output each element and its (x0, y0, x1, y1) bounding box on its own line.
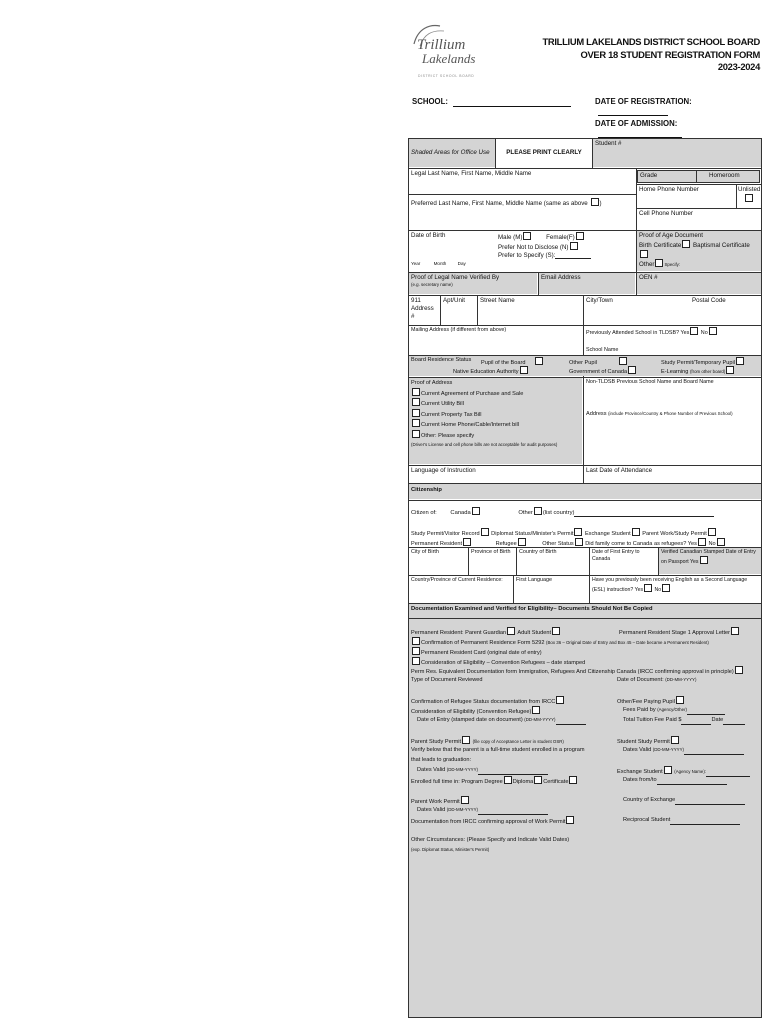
dob-label: Date of Birth (411, 232, 446, 239)
legal-name-field[interactable] (409, 169, 635, 192)
tuition-date-label: Date (711, 717, 724, 723)
civic-address-label: 911 Address # (411, 297, 434, 320)
verified-stamp-label: Verified Canadian Stamped Date of Entry on Passport (661, 549, 756, 565)
oen-label: OEN # (639, 274, 658, 281)
logo-text-lakelands: Lakelands (422, 51, 476, 66)
exchange-label: Exchange Student (584, 531, 631, 537)
elearning-note: (from other board) (689, 369, 726, 374)
exchange-student-label: Exchange Student (617, 769, 663, 775)
school-field (412, 97, 571, 107)
female-checkbox[interactable] (576, 232, 584, 240)
grade-label: Grade (640, 172, 658, 179)
proof-utility-label: Current Utility Bill (421, 401, 464, 408)
legal-verified-label: Proof of Legal Name Verified By (411, 274, 500, 281)
pr-card-label: Permanent Resident Card (original date of entry) (421, 650, 542, 656)
esl-label: Have you previously been receiving English as a Second Language (ESL) instruction? (592, 577, 748, 593)
conf-refugee-label: Confirmation of Refugee Status documentation from IRCC (411, 699, 556, 705)
proof-age-label: Proof of Age Document (639, 232, 703, 239)
non-tldsb-label: Non-TLDSB Previous School Name and Board Name (586, 379, 714, 385)
other-specify-label: Specify: (664, 262, 681, 268)
not-disclose-label: Prefer Not to Disclose (N) (498, 243, 569, 251)
leads-grad-label: that leads to graduation: (411, 757, 472, 763)
preferred-name-label: Preferred Last Name, First Name, Middle Name (same as above (411, 200, 588, 207)
residence-label: Board Residence Status (411, 357, 472, 363)
gov-canada-label: Government of Canada (569, 369, 628, 375)
dates-from-to-label: Dates from/to (623, 777, 657, 783)
parent-study-label: Parent Study Permit (411, 739, 462, 745)
student-number-label: Student # (595, 140, 622, 147)
refugee-label: Refugee (495, 541, 517, 547)
city-label: City/Town (586, 297, 613, 304)
conf-refugee-checkbox[interactable] (556, 696, 564, 704)
elearning-label: E-Learning (661, 369, 689, 375)
other-proof-checkbox[interactable] (655, 259, 663, 267)
other-country-label: Other (518, 510, 533, 516)
enrolled-label: Enrolled full time in: Program Degree (411, 779, 503, 785)
gov-canada-checkbox[interactable] (628, 366, 636, 374)
secretary-hint: (e.g. secretary name) (411, 281, 453, 287)
parent-work-checkbox[interactable] (461, 796, 469, 804)
registration-date-field (595, 97, 762, 116)
proof-phone-label: Current Home Phone/Cable/Internet bill (421, 422, 519, 429)
citizenship-heading-text: Citizenship (411, 487, 442, 493)
registration-date-label: DATE OF REGISTRATION: (595, 97, 692, 106)
home-phone-field[interactable] (637, 185, 737, 207)
first-language-label: First Language (516, 577, 552, 583)
esl-field (590, 576, 760, 602)
language-instruction-label: Language of Instruction (411, 467, 476, 474)
other-status-checkbox[interactable] (575, 538, 583, 546)
study-visitor-label: Study Permit/Visitor Record (411, 531, 480, 537)
pr-parent-label: Permanent Resident: Parent Guardian (411, 630, 507, 636)
country-birth-label: Country of Birth (519, 549, 557, 555)
study-visitor-checkbox[interactable] (481, 528, 489, 536)
student-dates-valid-input[interactable] (684, 748, 744, 755)
dob-day-label: Day (457, 261, 466, 266)
home-phone-label: Home Phone Number (639, 186, 699, 193)
parent-study-dates-input[interactable] (478, 768, 548, 775)
other-status-label: Other Status (542, 541, 574, 547)
permanent-label: Permanent Resident (411, 541, 462, 547)
dob-month-label: Month (433, 261, 447, 266)
perm-equiv-checkbox[interactable] (735, 666, 743, 674)
student-study-label: Student Study Permit (617, 739, 670, 745)
prov-birth-field[interactable] (469, 548, 515, 574)
reciprocal-label: Reciprocal Student (623, 817, 671, 823)
proof-agreement-checkbox[interactable] (412, 388, 420, 396)
registration-form (408, 20, 762, 1018)
esl-yes-label: Yes (634, 586, 644, 593)
student-dates-valid-label: Dates Valid (623, 747, 652, 753)
agency-other-label: (Agency/Other) (657, 707, 687, 712)
school-label: SCHOOL: (412, 97, 448, 106)
birth-cert-label: Birth Certificate (639, 241, 682, 249)
last-date-label: Last Date of Attendance (586, 467, 653, 474)
doc-ircc-work-checkbox[interactable] (566, 816, 574, 824)
registration-date-input[interactable] (598, 107, 668, 116)
student-number-cell[interactable] (593, 139, 761, 167)
mailing-address-label: Mailing Address (if different from above) (411, 327, 507, 333)
prev-attended-field (584, 326, 760, 354)
diplomat-checkbox[interactable] (574, 528, 582, 536)
parent-work-dates-input[interactable] (478, 808, 548, 815)
student-study-checkbox[interactable] (671, 736, 679, 744)
pr-parent-checkbox[interactable] (507, 627, 515, 635)
consideration-label: Consideration of Eligibility – Convention Refugees – date stamped (421, 660, 586, 666)
homeroom-label: Homeroom (709, 172, 740, 179)
civic-address-field[interactable] (409, 296, 439, 324)
street-label: Street Name (480, 297, 515, 304)
reciprocal-input[interactable] (670, 818, 740, 825)
title-form: OVER 18 STUDENT REGISTRATION FORM (580, 48, 760, 60)
proof-address-note: (Driver's License and cell phone bills are not acceptable for audit purposes) (411, 441, 558, 447)
list-country-label: (list country) (542, 510, 575, 516)
city-field[interactable] (584, 296, 688, 324)
elearning-checkbox[interactable] (726, 366, 734, 374)
total-tuition-label: Total Tuition Fee Paid $ (623, 717, 682, 723)
legal-verified-field[interactable] (409, 273, 537, 294)
other-fee-label: Other/Fee Paying Pupil (617, 699, 675, 705)
country-birth-field[interactable] (517, 548, 587, 574)
male-checkbox[interactable] (523, 232, 531, 240)
total-tuition-input[interactable] (681, 718, 711, 725)
family-refugee-no-label: No (708, 541, 716, 547)
title-board: TRILLIUM LAKELANDS DISTRICT SCHOOL BOARD (542, 36, 760, 47)
pr-stage1-checkbox[interactable] (731, 627, 739, 635)
preferred-name-field[interactable]: Preferred Last Name, First Name, Middle Name (same as above ) (411, 200, 602, 207)
proof-other-checkbox[interactable] (412, 430, 420, 438)
esl-no-checkbox[interactable] (662, 584, 670, 592)
title-year: 2023-2024 (717, 61, 760, 72)
diplomat-label: Diplomat Status/Minister's Permit (491, 531, 574, 537)
proof-tax-checkbox[interactable] (412, 409, 420, 417)
verify-parent-label: Verify below that the parent is a full-time student enrolled in a program (411, 747, 585, 753)
proof-tax-label: Current Property Tax Bill (421, 411, 482, 418)
adult-student-checkbox[interactable] (552, 627, 560, 635)
parent-work-dates-format: (DD-MM-YYYY) (446, 807, 478, 812)
proof-agreement-label: Current Agreement of Purchase and Sale (421, 390, 524, 397)
other-pupil-checkbox[interactable] (619, 357, 627, 365)
study-permit-res-label: Study Permit/Temporary Pupil (661, 360, 735, 366)
citizenship-heading (409, 484, 761, 499)
student-dates-valid-format: (DD-MM-YYYY) (652, 747, 684, 752)
street-field[interactable] (478, 296, 582, 324)
family-refugee-yes-checkbox[interactable] (698, 538, 706, 546)
dob-year-label: Year (411, 261, 421, 266)
proof-age-field (637, 231, 761, 271)
parent-study-checkbox[interactable] (462, 736, 470, 744)
diploma-checkbox[interactable] (534, 776, 542, 784)
cell-phone-label: Cell Phone Number (639, 210, 693, 217)
native-ed-checkbox[interactable] (520, 366, 528, 374)
tuition-date-input[interactable] (723, 718, 745, 725)
parent-work-label: Parent Work Permit (411, 799, 460, 805)
proof-address-label: Proof of Address (411, 380, 453, 386)
consideration-checkbox[interactable] (412, 657, 420, 665)
country-residence-field[interactable] (409, 576, 512, 602)
shaded-note: Shaded Areas for Office Use (411, 149, 490, 156)
verified-stamp-field (659, 548, 761, 574)
female-label: Female(F) (546, 234, 575, 241)
adult-student-label: Adult Student (517, 630, 551, 636)
city-birth-field[interactable] (409, 548, 467, 574)
eg-diplomat-note: (exp. Diplomat Status, Minister's Permit) (411, 847, 490, 852)
exchange-student-checkbox[interactable] (664, 766, 672, 774)
non-tldsb-field[interactable] (584, 378, 760, 408)
parent-work-dates-valid-label: Dates Valid (417, 807, 446, 813)
date-document-label: Date of Document: (617, 677, 664, 683)
logo-text-dsb: DISTRICT SCHOOL BOARD (418, 74, 475, 78)
date-entry-stamped-format: (DD-MM-YYYY) (524, 717, 556, 722)
not-disclose-checkbox[interactable] (570, 242, 578, 250)
fees-paid-input[interactable] (687, 708, 725, 715)
unlisted-checkbox[interactable] (745, 194, 753, 202)
oen-field[interactable] (637, 273, 761, 294)
prev-school-address-label: Address (586, 411, 607, 417)
docs-heading-text: Documentation Examined and Verified for Eligibility– Documents Should Not Be Copied (411, 606, 653, 612)
proof-phone-checkbox[interactable] (412, 419, 420, 427)
confirmation-label: Confirmation of Permanent Residence Form 5292 (421, 640, 545, 646)
perm-equiv-label: Perm Res. Equivalent Documentation form Immigration, Refugees And Citizenship Canada (IRCC confirming approval in principle) (411, 669, 734, 675)
language-instruction-field[interactable] (409, 466, 581, 482)
last-date-field[interactable] (584, 466, 760, 482)
fees-paid-label: Fees Paid by (623, 707, 656, 713)
city-birth-label: City of Birth (411, 549, 439, 555)
native-ed-label: Native Education Authority (453, 369, 519, 375)
study-permit-res-checkbox[interactable] (736, 357, 744, 365)
country-exchange-label: Country of Exchange (623, 797, 676, 803)
canada-checkbox[interactable] (472, 507, 480, 515)
agency-name-label: (Agency Name): (674, 769, 707, 774)
print-clearly-label: PLEASE PRINT CLEARLY (506, 149, 582, 156)
other-circ-label: Other Circumstances: (Please Specify and Indicate Valid Dates) (411, 837, 570, 843)
exchange-checkbox[interactable] (632, 528, 640, 536)
email-label: Email Address (541, 274, 581, 281)
logo-text-trillium: Trillium (417, 37, 466, 53)
country-exchange-input[interactable] (675, 798, 745, 805)
cell-phone-field[interactable] (637, 209, 761, 229)
family-refugee-label: Did family come to Canada as refugees? (585, 541, 687, 547)
prev-no-checkbox[interactable] (709, 327, 717, 335)
email-field[interactable] (539, 273, 635, 294)
degree-checkbox[interactable] (504, 776, 512, 784)
doc-ircc-work-label: Documentation from IRCC confirming approval of Work Permit (411, 819, 566, 825)
parent-work-status-label: Parent Work/Study Permit (642, 531, 707, 537)
date-entry-label: Date of First Entry to Canada (592, 549, 640, 562)
other-fee-checkbox[interactable] (676, 696, 684, 704)
confirmation-note: (Box 36 – Original Date of Entry and Box 45 – Date became a Permanent Resident) (546, 640, 709, 645)
parent-work-status-checkbox[interactable] (708, 528, 716, 536)
date-entry-stamped-label: Date of Entry (stamped date on document) (417, 717, 523, 723)
parent-study-dates-valid-label: Dates Valid (417, 767, 446, 773)
status-row (409, 527, 761, 547)
specify-input[interactable] (555, 252, 591, 259)
proof-utility-checkbox[interactable] (412, 398, 420, 406)
male-label: Male (M) (498, 234, 523, 241)
verified-yes-checkbox[interactable] (700, 556, 708, 564)
citizen-of-row (409, 506, 761, 518)
baptismal-checkbox[interactable] (640, 250, 648, 258)
form-title (542, 36, 760, 74)
unlisted-field (736, 185, 761, 207)
apt-field[interactable] (441, 296, 476, 324)
date-document-format: (DD-MM-YYYY) (665, 677, 697, 682)
prev-school-address-field[interactable] (584, 410, 760, 434)
school-name-label: School Name (586, 346, 619, 353)
other-country-checkbox[interactable] (534, 507, 542, 515)
date-entry-stamped-input[interactable] (556, 718, 586, 725)
prev-no-label: No (700, 330, 708, 336)
docs-body (409, 619, 761, 1017)
postal-label: Postal Code (692, 297, 726, 304)
docs-heading (409, 604, 761, 618)
country-residence-label: Country/Province of Current Residence: (411, 577, 503, 583)
admission-date-label: DATE OF ADMISSION: (595, 119, 678, 128)
legal-name-label: Legal Last Name, First Name, Middle Name (411, 170, 532, 177)
school-input[interactable] (453, 98, 571, 107)
dates-from-to-input[interactable] (657, 778, 727, 785)
board-logo (408, 20, 518, 82)
list-country-input[interactable] (574, 510, 714, 517)
prev-yes-label: Yes (680, 330, 690, 336)
diploma-label: Diploma (512, 779, 534, 785)
permanent-checkbox[interactable] (463, 538, 471, 546)
esl-yes-checkbox[interactable] (644, 584, 652, 592)
certificate-checkbox[interactable] (569, 776, 577, 784)
admission-date-field (595, 119, 762, 138)
refugee-checkbox[interactable] (518, 538, 526, 546)
unlisted-label: Unlisted (738, 186, 761, 193)
birth-cert-checkbox[interactable] (682, 240, 690, 248)
consid-refugee-label: Consideration of Eligibility (Convention Refugee) (411, 709, 532, 715)
pr-card-checkbox[interactable] (412, 647, 420, 655)
prov-birth-label: Province of Birth (471, 549, 511, 555)
pupil-board-checkbox[interactable] (535, 357, 543, 365)
gender-field (496, 231, 634, 271)
prev-school-address-note: (include Province/Country & Phone Number of Previous School) (608, 411, 733, 416)
family-refugee-yes-label: Yes (687, 541, 697, 547)
prev-attended-label: Previously Attended School in TLDSB? (586, 330, 680, 336)
family-refugee-no-checkbox[interactable] (717, 538, 725, 546)
print-clearly-cell (496, 139, 592, 167)
residence-status-row (409, 356, 761, 376)
verified-yes-label: Yes (690, 558, 699, 565)
baptismal-label: Baptismal Certificate (693, 241, 750, 249)
apt-label: Apt/Unit (443, 297, 466, 304)
other-pupil-label: Other Pupil (569, 360, 597, 366)
citizen-of-label: Citizen of: (411, 510, 437, 516)
other-proof-label: Other (639, 261, 655, 269)
pr-stage1-label: Permanent Resident Stage 1 Approval Letter (619, 630, 731, 636)
type-reviewed-label: Type of Document Reviewed (411, 677, 483, 683)
pupil-board-label: Pupil of the Board (481, 360, 526, 366)
shaded-note-cell (409, 139, 495, 167)
consid-refugee-checkbox[interactable] (532, 706, 540, 714)
canada-label: Canada (450, 510, 471, 516)
specify-label: Prefer to Specify (S): (498, 251, 556, 259)
proof-address-field (409, 378, 582, 464)
dob-field[interactable] (409, 231, 493, 271)
postal-field[interactable] (690, 296, 760, 324)
file-copy-note: (file copy of Acceptance Letter in student OSR) (472, 739, 564, 744)
certificate-label: Certificate (543, 779, 569, 785)
mailing-address-field[interactable] (409, 326, 581, 354)
prev-yes-checkbox[interactable] (690, 327, 698, 335)
confirmation-checkbox[interactable] (412, 637, 420, 645)
esl-no-label: No (654, 586, 662, 593)
proof-other-label: Other: Please specify (421, 432, 475, 439)
same-as-above-checkbox[interactable] (591, 198, 599, 206)
parent-study-dates-format: (DD-MM-YYYY) (446, 767, 478, 772)
date-entry-field[interactable] (590, 548, 656, 574)
first-language-field[interactable] (514, 576, 588, 602)
